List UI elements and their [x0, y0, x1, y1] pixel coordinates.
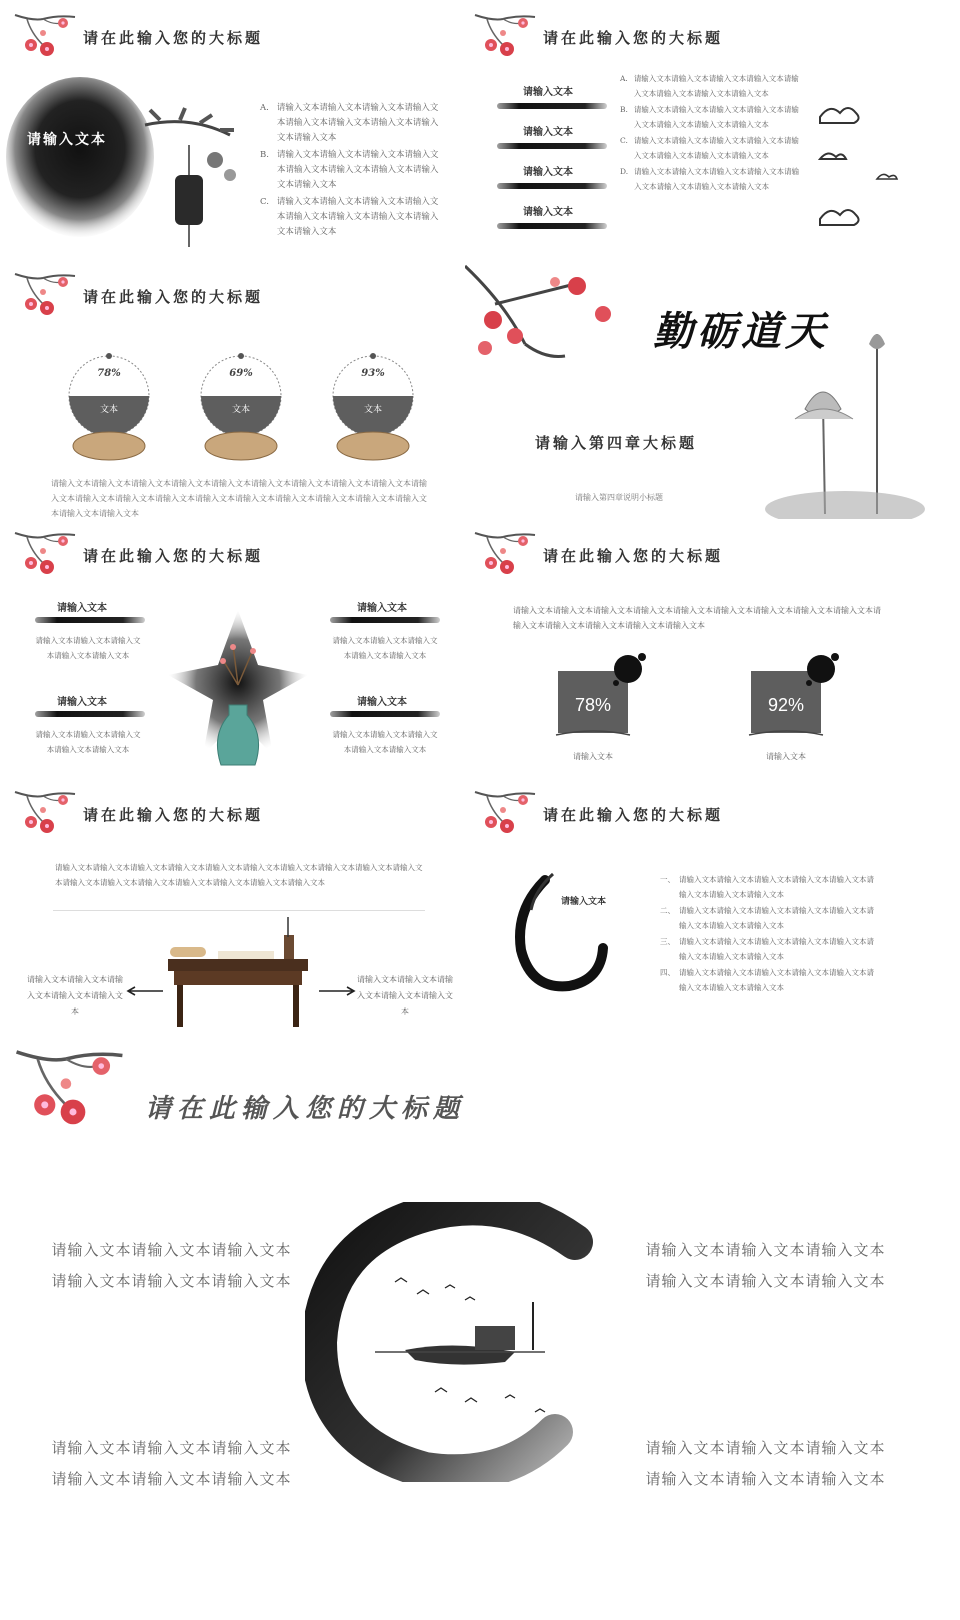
brush-stroke	[497, 223, 607, 229]
ink-circle-boat-icon	[305, 1202, 595, 1482]
plum-blossom-icon	[13, 788, 81, 838]
list-item: C. 请输入文本请输入文本请输入文本请输入文本请输入文本请输入文本请输入文本请输入文本	[620, 136, 799, 160]
block-heading: 请输入文本	[57, 697, 107, 708]
cloud-icon	[815, 97, 925, 237]
lotus-icon	[765, 324, 925, 519]
left-text: 请输入文本请输入文本请输入文本请输入文本请输入文本	[27, 975, 123, 1016]
list-item: B. 请输入文本请输入文本请输入文本请输入文本请输入文本请输入文本请输入文本请输入文本请输入文本	[260, 150, 439, 190]
arrow-right-icon	[317, 986, 357, 996]
body-text: 请输入文本请输入文本请输入文本请输入文本请输入文本请输入文本请输入文本请输入文本请输入文本请输入文本请输入文本请输入文本请输入文本请输入文本请输入文本请输入文本请输入文本	[55, 863, 423, 887]
slide-title: 请在此输入您的大标题	[145, 1094, 466, 1124]
block-heading: 请输入文本	[57, 603, 107, 614]
list-item: 四、 请输入文本请输入文本请输入文本请输入文本请输入文本请输入文本请输入文本请输入文本	[660, 968, 874, 992]
desk-scroll-icon	[160, 917, 315, 1032]
brush-stroke	[35, 617, 145, 623]
slide-8	[465, 782, 930, 1040]
stat-label: 文本	[231, 405, 250, 415]
list-item: 三、 请输入文本请输入文本请输入文本请输入文本请输入文本请输入文本请输入文本请输入文本	[660, 937, 874, 961]
list-item: C. 请输入文本请输入文本请输入文本请输入文本请输入文本请输入文本请输入文本请输入文本请输入文本	[260, 197, 439, 237]
list-item: A. 请输入文本请输入文本请输入文本请输入文本请输入文本请输入文本请输入文本请输入文本	[620, 74, 799, 98]
block-heading: 请输入文本	[357, 603, 407, 614]
divider	[53, 910, 425, 911]
stat-value: 78%	[97, 368, 121, 379]
circle-label: 请输入文本	[27, 132, 107, 148]
brush-label: 请输入文本	[523, 207, 573, 218]
block-text: 请输入文本请输入文本请输入文本请输入文本请输入文本	[35, 730, 141, 754]
block-heading: 请输入文本	[357, 697, 407, 708]
slide-title: 请在此输入您的大标题	[83, 288, 264, 306]
block-text: 请输入文本请输入文本请输入文本请输入文本请输入文本	[332, 636, 438, 660]
chapter-title: 请输入第四章大标题	[535, 434, 698, 452]
stat-value: 69%	[229, 368, 253, 379]
slide-7	[5, 782, 470, 1040]
slide-9	[5, 1042, 930, 1562]
brush-stroke	[35, 711, 145, 717]
brush-stroke	[330, 617, 440, 623]
plum-blossom-icon	[13, 1044, 133, 1134]
slide-title: 请在此输入您的大标题	[543, 806, 724, 824]
brush-stroke	[330, 711, 440, 717]
brush-stroke	[497, 103, 607, 109]
brush-label: 请输入文本	[523, 87, 573, 98]
slide-3	[5, 264, 470, 522]
stat-dot	[238, 353, 244, 359]
slide-4	[465, 264, 930, 522]
stat-value: 92%	[767, 695, 805, 715]
body-text: 请输入文本请输入文本请输入文本请输入文本请输入文本请输入文本请输入文本请输入文本请输入文本请输入文本请输入文本请输入文本请输入文本请输入文本请输入文本请输入文本请输入文本请输入文本请输入文本请输入文本请输入文本	[51, 479, 427, 518]
slide-title: 请在此输入您的大标题	[543, 547, 724, 565]
stat-caption: 请输入文本	[766, 752, 806, 761]
text-top-right: 请输入文本请输入文本请输入文本请输入文本请输入文本请输入文本	[645, 1241, 886, 1290]
vase-flower-icon	[163, 605, 313, 777]
brush-stroke	[497, 143, 607, 149]
ink-circle-icon	[5, 75, 155, 245]
lantern-branch-icon	[140, 105, 255, 255]
cushion-icon	[205, 432, 277, 460]
slide-5	[5, 523, 470, 781]
slide-title: 请在此输入您的大标题	[83, 547, 264, 565]
block-text: 请输入文本请输入文本请输入文本请输入文本请输入文本	[332, 730, 438, 754]
brush-label: 请输入文本	[523, 167, 573, 178]
plum-blossom-icon	[473, 788, 541, 838]
plum-blossom-icon	[473, 529, 541, 579]
plum-blossom-icon	[13, 270, 81, 320]
body-text: 请输入文本请输入文本请输入文本请输入文本请输入文本请输入文本请输入文本请输入文本请输入文本请输入文本请输入文本请输入文本请输入文本请输入文本	[513, 606, 881, 630]
list-item: A. 请输入文本请输入文本请输入文本请输入文本请输入文本请输入文本请输入文本请输入文本请输入文本	[260, 103, 439, 143]
text-top-left: 请输入文本请输入文本请输入文本请输入文本请输入文本请输入文本	[51, 1241, 292, 1290]
stat-label: 文本	[99, 405, 118, 415]
arrow-left-icon	[125, 986, 165, 996]
stat-dot	[370, 353, 376, 359]
slide-2	[465, 5, 930, 263]
slide-title: 请在此输入您的大标题	[83, 806, 264, 824]
list-item: 一、 请输入文本请输入文本请输入文本请输入文本请输入文本请输入文本请输入文本请输入文本	[660, 875, 874, 899]
list-item: B. 请输入文本请输入文本请输入文本请输入文本请输入文本请输入文本请输入文本请输入文本	[620, 105, 799, 129]
stat-dot	[106, 353, 112, 359]
plum-blossom-icon	[473, 11, 541, 61]
text-bottom-right: 请输入文本请输入文本请输入文本请输入文本请输入文本请输入文本	[645, 1439, 886, 1488]
brush-label: 请输入文本	[523, 127, 573, 138]
list-item: 二、 请输入文本请输入文本请输入文本请输入文本请输入文本请输入文本请输入文本请输入文本	[660, 906, 874, 930]
stat-caption: 请输入文本	[573, 752, 613, 761]
plum-blossom-icon	[13, 529, 81, 579]
plum-branch-icon	[465, 264, 645, 384]
slide-6	[465, 523, 930, 781]
stat-value: 78%	[574, 695, 612, 715]
cushion-icon	[73, 432, 145, 460]
stat-label: 文本	[363, 405, 382, 415]
block-text: 请输入文本请输入文本请输入文本请输入文本请输入文本	[35, 636, 141, 660]
text-bottom-left: 请输入文本请输入文本请输入文本请输入文本请输入文本请输入文本	[51, 1439, 292, 1488]
plum-blossom-icon	[13, 11, 81, 61]
right-text: 请输入文本请输入文本请输入文本请输入文本请输入文本	[357, 975, 453, 1016]
calligraphy-title: 勤砺道天	[653, 308, 829, 355]
chapter-subtitle: 请输入第四章说明小标题	[575, 493, 663, 502]
ink-swirl-icon	[505, 870, 615, 1000]
slide-title: 请在此输入您的大标题	[83, 29, 264, 47]
cushion-icon	[337, 432, 409, 460]
circle-label: 请输入文本	[561, 897, 607, 907]
stat-value: 93%	[361, 368, 385, 379]
list-item: D. 请输入文本请输入文本请输入文本请输入文本请输入文本请输入文本请输入文本请输入文本	[620, 167, 800, 191]
brush-stroke	[497, 183, 607, 189]
slide-title: 请在此输入您的大标题	[543, 29, 724, 47]
slide-1	[5, 5, 470, 263]
